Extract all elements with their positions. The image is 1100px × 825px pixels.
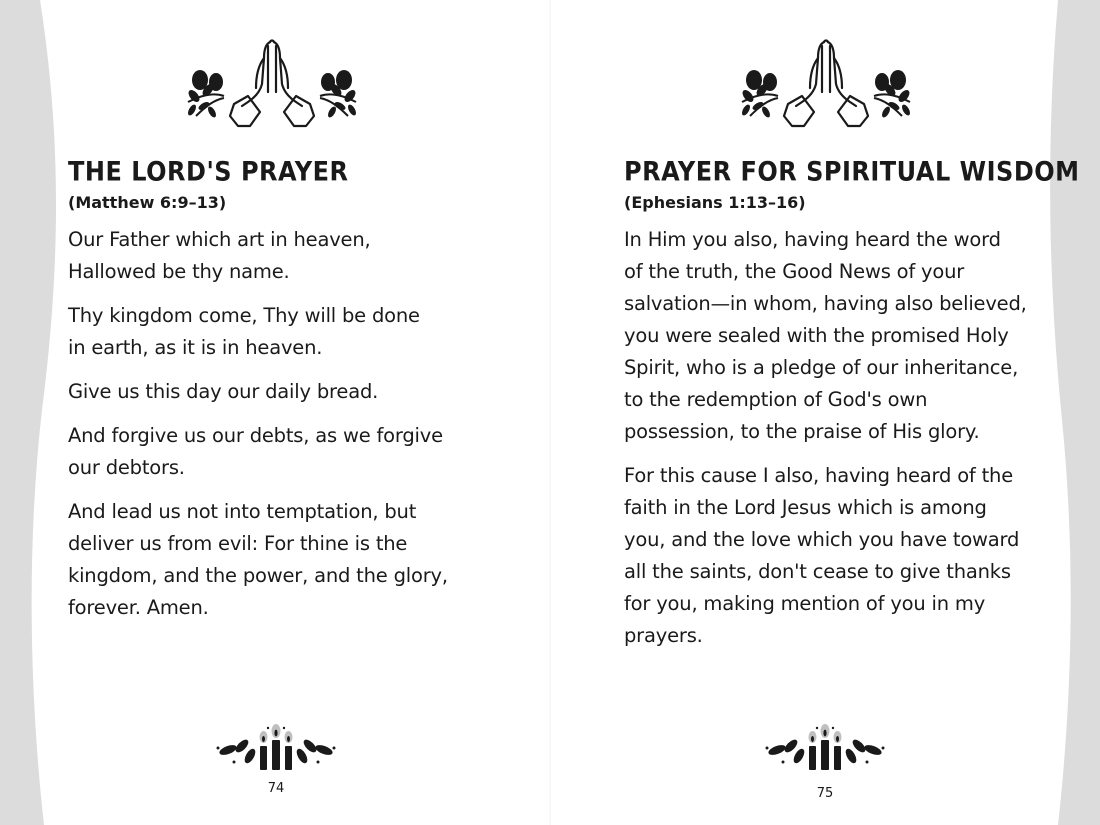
paragraph <box>68 496 488 624</box>
scripture-reference: (Matthew 6:9–13) <box>68 193 227 212</box>
page-number: 75 <box>816 786 834 801</box>
text-line: you, and the love which you have toward <box>624 528 1020 551</box>
right-page <box>550 0 1100 825</box>
text-line: In Him you also, having heard the word <box>624 228 1001 251</box>
text-line: Thy kingdom come, Thy will be done <box>68 304 420 327</box>
text-line: And forgive us our debts, as we forgive <box>68 424 443 447</box>
candles-with-leaves-icon <box>763 722 887 774</box>
praying-hands-with-flowers-icon <box>736 36 916 132</box>
text-line: Hallowed be thy name. <box>68 260 290 283</box>
paragraph <box>68 376 488 408</box>
praying-hands-with-flowers-icon <box>182 36 362 132</box>
paragraph <box>68 420 488 484</box>
text-line: for you, making mention of you in my <box>624 592 986 615</box>
text-line: For this cause I also, having heard of the <box>624 464 1013 487</box>
text-line: of the truth, the Good News of your <box>624 260 965 283</box>
paragraph <box>68 224 488 288</box>
text-line: prayers. <box>624 624 703 647</box>
page-number: 74 <box>267 781 285 796</box>
text-line: And lead us not into temptation, but <box>68 500 417 523</box>
prayer-text <box>68 224 488 636</box>
paragraph <box>624 460 1044 652</box>
prayer-title: PRAYER FOR SPIRITUAL WISDOM <box>624 156 1080 188</box>
text-line: Our Father which art in heaven, <box>68 228 371 251</box>
paragraph <box>624 224 1044 448</box>
text-line: forever. Amen. <box>68 596 209 619</box>
paragraph <box>68 300 488 364</box>
prayer-text <box>624 224 1044 664</box>
text-line: possession, to the praise of His glory. <box>624 420 980 443</box>
text-line: deliver us from evil: For thine is the <box>68 532 408 555</box>
text-line: all the saints, don't cease to give thanks <box>624 560 1011 583</box>
prayer-title: THE LORD'S PRAYER <box>68 156 349 188</box>
text-line: kingdom, and the power, and the glory, <box>68 564 448 587</box>
text-line: our debtors. <box>68 456 185 479</box>
text-line: in earth, as it is in heaven. <box>68 336 323 359</box>
text-line: salvation—in whom, having also believed, <box>624 292 1027 315</box>
text-line: Spirit, who is a pledge of our inheritance, <box>624 356 1019 379</box>
text-line: to the redemption of God's own <box>624 388 928 411</box>
scripture-reference: (Ephesians 1:13–16) <box>624 193 806 212</box>
candles-with-leaves-icon <box>214 722 338 774</box>
text-line: you were sealed with the promised Holy <box>624 324 1009 347</box>
text-line: Give us this day our daily bread. <box>68 380 379 403</box>
text-line: faith in the Lord Jesus which is among <box>624 496 987 519</box>
